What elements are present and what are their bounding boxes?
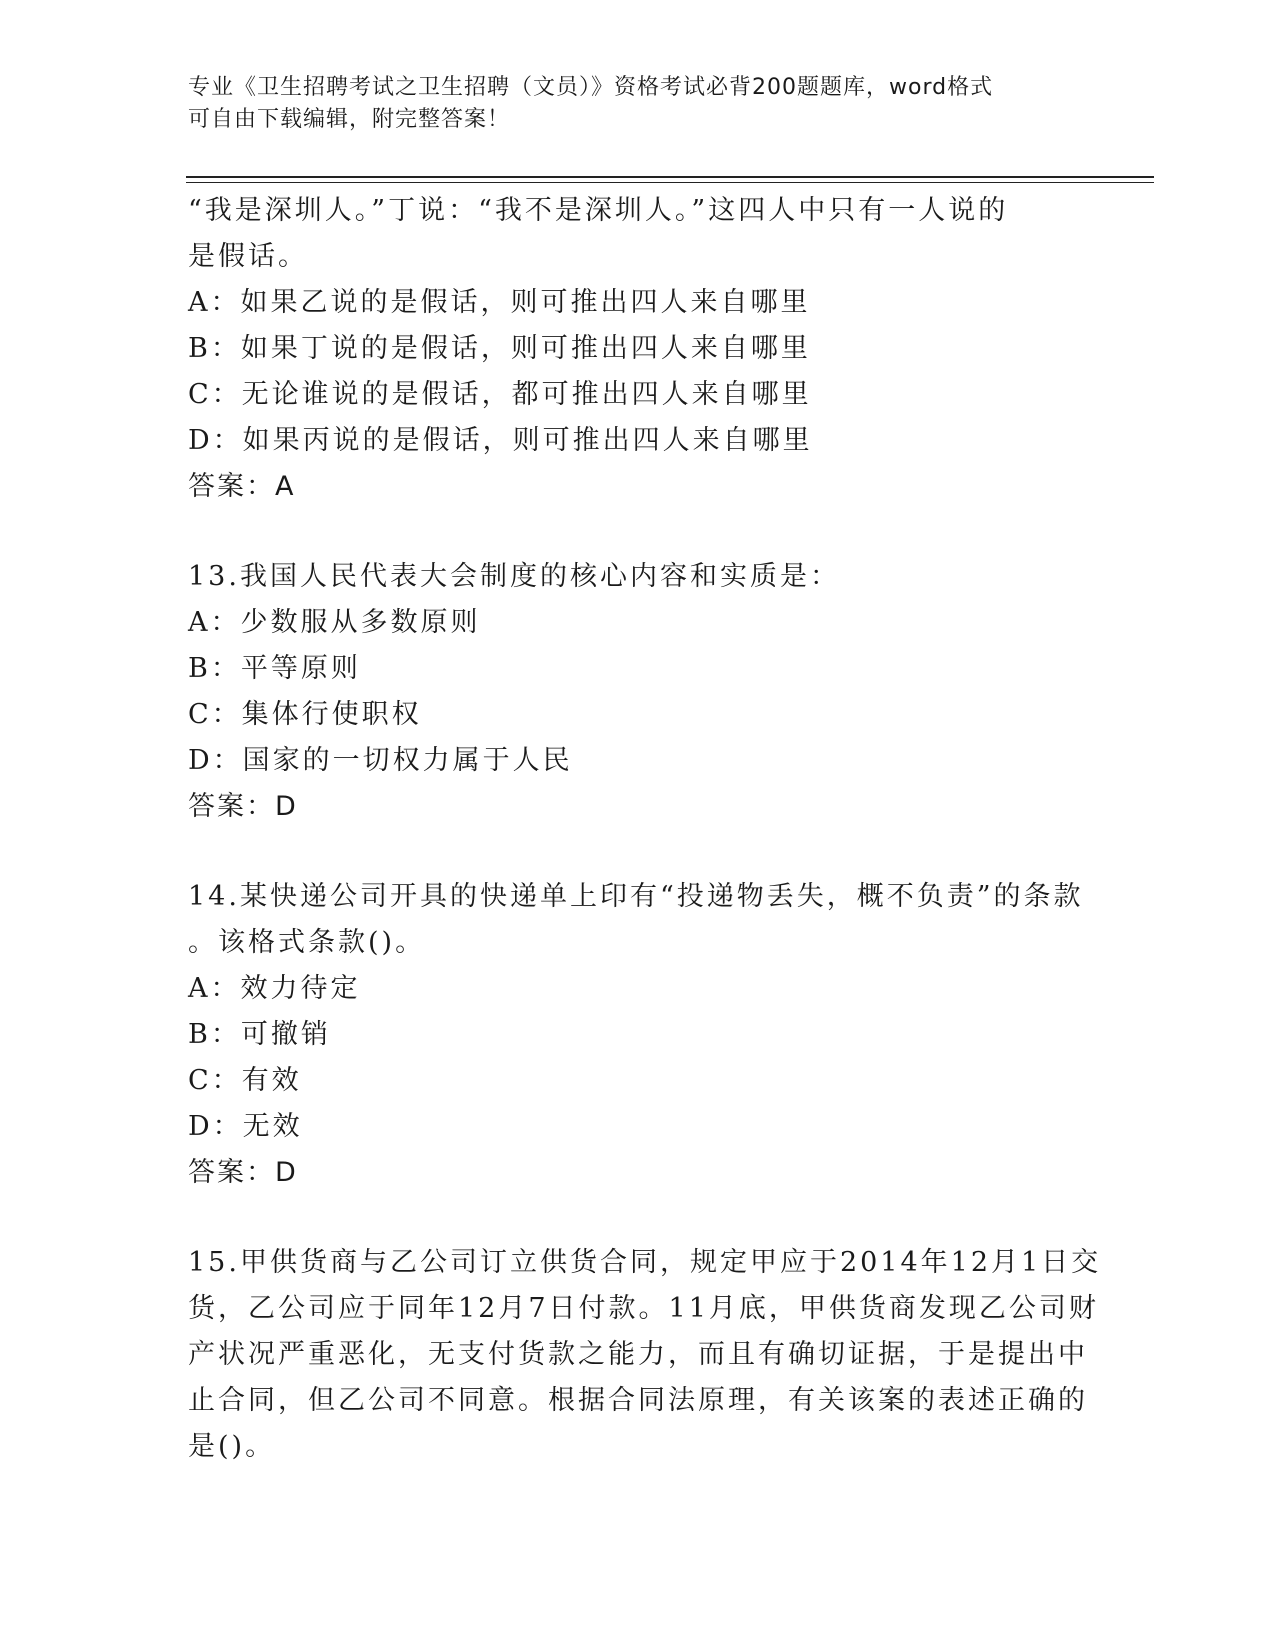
question-text-line: 货，乙公司应于同年12月7日付款。11月底，甲供货商发现乙公司财	[188, 1293, 1099, 1324]
answer-line: 答案：D	[188, 1157, 298, 1188]
spacer	[188, 830, 1108, 874]
question-text-line: 是()。	[188, 1431, 276, 1462]
header-rule-thin	[186, 182, 1154, 183]
question-text-line: “我是深圳人。”丁说：“我不是深圳人。”这四人中只有一人说的	[188, 195, 1009, 226]
question-13	[188, 554, 1108, 830]
header-rule-thick	[186, 176, 1154, 178]
option-a: A：少数服从多数原则	[188, 607, 481, 638]
option-b: B：可撤销	[188, 1019, 331, 1050]
question-text-line: 15.甲供货商与乙公司订立供货合同，规定甲应于2014年12月1日交	[188, 1247, 1102, 1278]
header-line-1: 专业《卫生招聘考试之卫生招聘（文员）》资格考试必背200题题库，word格式	[188, 75, 994, 100]
question-text-line: 止合同，但乙公司不同意。根据合同法原理，有关该案的表述正确的	[188, 1385, 1088, 1416]
question-12-continuation	[188, 188, 1108, 510]
spacer	[188, 1196, 1108, 1240]
question-text-line: 产状况严重恶化，无支付货款之能力，而且有确切证据，于是提出中	[188, 1339, 1088, 1370]
option-a: A：效力待定	[188, 973, 361, 1004]
question-content	[188, 188, 1108, 1470]
question-text-line: 是假话。	[188, 241, 308, 272]
question-text-line: 。该格式条款()。	[188, 927, 426, 958]
question-14	[188, 874, 1108, 1196]
option-c: C：集体行使职权	[188, 699, 422, 730]
option-d: D：无效	[188, 1111, 303, 1142]
answer-line: 答案：D	[188, 791, 298, 822]
header-line-2: 可自由下载编辑，附完整答案！	[188, 107, 511, 132]
option-b: B：如果丁说的是假话，则可推出四人来自哪里	[188, 333, 811, 364]
question-text-line: 13.我国人民代表大会制度的核心内容和实质是：	[188, 561, 840, 592]
option-c: C：有效	[188, 1065, 302, 1096]
option-c: C：无论谁说的是假话，都可推出四人来自哪里	[188, 379, 812, 410]
page-header	[188, 72, 1088, 136]
question-text-line: 14.某快递公司开具的快递单上印有“投递物丢失，概不负责”的条款	[188, 881, 1084, 912]
option-d: D：如果丙说的是假话，则可推出四人来自哪里	[188, 425, 813, 456]
question-15	[188, 1240, 1108, 1470]
option-d: D：国家的一切权力属于人民	[188, 745, 573, 776]
option-b: B：平等原则	[188, 653, 361, 684]
option-a: A：如果乙说的是假话，则可推出四人来自哪里	[188, 287, 811, 318]
spacer	[188, 510, 1108, 554]
answer-line: 答案：A	[188, 471, 296, 502]
